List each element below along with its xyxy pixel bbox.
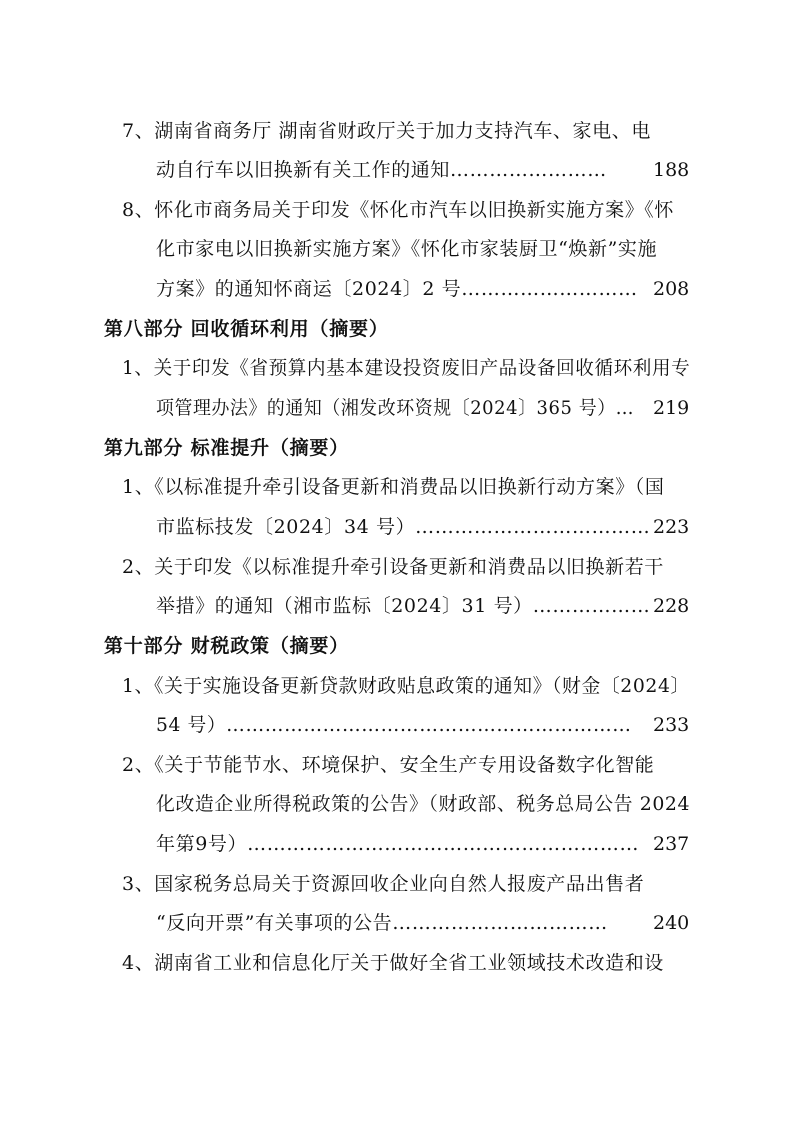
dot-leader: …: [615, 397, 635, 419]
toc-entry-p10-3-line-2[interactable]: [156, 910, 608, 936]
toc-entry-8-line-2: [156, 236, 657, 262]
entry-title-continued: 动自行车以旧换新有关工作的通知: [156, 159, 451, 181]
toc-entry-7-line-1[interactable]: [122, 118, 651, 144]
toc-entry-8-line-1[interactable]: [122, 197, 674, 223]
entry-title: 《关于实施设备更新贷款财政贴息政策的通知》（财金〔2024〕: [153, 675, 690, 697]
entry-number: 8、: [122, 199, 155, 221]
toc-entry-p10-2-line-2: [156, 791, 690, 817]
page-number: 223: [653, 516, 690, 538]
toc-entry-7-line-2[interactable]: [156, 157, 607, 183]
entry-number: 2、: [122, 556, 155, 578]
toc-entry-p9-2-line-2[interactable]: [156, 593, 650, 619]
page-number: 240: [653, 912, 690, 934]
dot-leader: ……………………………………………………: [247, 833, 640, 855]
dot-leader: ……………………………: [392, 912, 608, 934]
entry-title-continued: 举措》的通知（湘市监标〔2024〕31 号）: [156, 595, 533, 617]
page-number: 219: [653, 397, 690, 419]
toc-entry-p10-1-line-1[interactable]: [122, 673, 690, 699]
page-number: 188: [653, 159, 690, 181]
entry-number: 1、: [122, 476, 155, 498]
entry-number: 7、: [122, 120, 155, 142]
dot-leader: ………………………: [461, 278, 638, 300]
toc-entry-p10-2-line-1[interactable]: [122, 752, 654, 778]
entry-title-continued: 项管理办法》的通知（湘发改环资规〔2024〕365 号）: [156, 397, 616, 419]
toc-entry-p9-2-line-1[interactable]: [122, 554, 664, 580]
entry-title: 湖南省工业和信息化厅关于做好全省工业领域技术改造和设: [154, 952, 664, 974]
toc-entry-p9-1-line-2[interactable]: [156, 514, 650, 540]
dot-leader: ……………………: [450, 159, 607, 181]
entry-title: 关于印发《以标准提升牵引设备更新和消费品以旧换新若干: [154, 556, 664, 578]
toc-entry-p10-2-line-3[interactable]: [156, 831, 639, 857]
dot-leader: ………………………………………………………: [226, 714, 632, 736]
section-heading-part-9[interactable]: 第九部分 标准提升（摘要）: [104, 437, 350, 459]
entry-number: 3、: [122, 873, 155, 895]
entry-title: 《关于节能节水、环境保护、安全生产专用设备数字化智能: [154, 754, 655, 776]
page-number: 233: [653, 714, 690, 736]
entry-number: 2、: [122, 754, 155, 776]
toc-entry-p8-1-line-1[interactable]: [122, 355, 690, 381]
entry-title-continued: 方案》的通知怀商运〔2024〕2 号: [156, 278, 462, 300]
section-heading-part-8[interactable]: 第八部分 回收循环利用（摘要）: [104, 318, 389, 340]
toc-entry-p10-3-line-1[interactable]: [122, 871, 644, 897]
entry-title-continued: 市监标技发〔2024〕34 号）: [156, 516, 416, 538]
toc-entry-8-line-3[interactable]: [156, 276, 638, 302]
entry-title: 关于印发《省预算内基本建设投资废旧产品设备回收循环利用专: [153, 357, 691, 379]
dot-leader: ………………: [532, 595, 651, 617]
entry-title: 国家税务总局关于资源回收企业向自然人报废产品出售者: [154, 873, 645, 895]
entry-title-continued: 年第9号）: [156, 833, 248, 855]
entry-title: 怀化市商务局关于印发《怀化市汽车以旧换新实施方案》《怀: [154, 199, 674, 221]
entry-number: 1、: [122, 357, 154, 379]
entry-number: 1、: [122, 675, 154, 697]
toc-entry-p10-1-line-2[interactable]: [156, 712, 632, 738]
toc-entry-p10-4-line-1[interactable]: [122, 950, 664, 976]
toc-entry-p9-1-line-1[interactable]: [122, 474, 665, 500]
toc-entry-p8-1-line-2[interactable]: [156, 395, 634, 421]
entry-title: 湖南省商务厅 湖南省财政厅关于加力支持汽车、家电、电: [154, 120, 651, 142]
page-number: 228: [653, 595, 690, 617]
entry-title: 《以标准提升牵引设备更新和消费品以旧换新行动方案》（国: [154, 476, 665, 498]
section-heading-part-10[interactable]: 第十部分 财税政策（摘要）: [104, 635, 350, 657]
entry-title-continued: 化市家电以旧换新实施方案》《怀化市家装厨卫“焕新”实施: [156, 238, 658, 260]
entry-title-continued: 54 号）: [156, 714, 227, 736]
entry-number: 4、: [122, 952, 155, 974]
entry-title-continued: “反向开票”有关事项的公告: [156, 912, 393, 934]
dot-leader: ………………………………: [415, 516, 651, 538]
page-number: 208: [653, 278, 690, 300]
entry-title-continued: 化改造企业所得税政策的公告》（财政部、税务总局公告 2024: [156, 793, 691, 815]
page-number: 237: [653, 833, 690, 855]
